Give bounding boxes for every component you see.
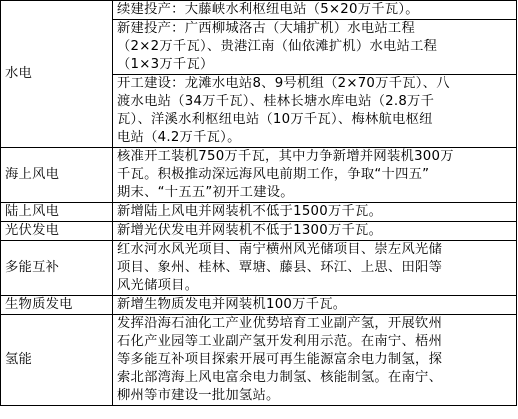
text-line: 发挥沿海石油化工产业优势培育工业副产氢，开展钦州 bbox=[117, 316, 443, 331]
content-cell bbox=[113, 315, 517, 406]
table-row bbox=[1, 1, 517, 20]
category-cell: 水电 bbox=[1, 1, 113, 148]
table-row bbox=[1, 148, 517, 203]
text-line: 石化产业园等工业副产氢开发利用示范。在南宁、梧州 bbox=[117, 334, 443, 349]
category-cell: 海上风电 bbox=[1, 148, 113, 203]
table-row bbox=[1, 241, 517, 296]
text-line: 期末、“十五五”初开工建设。 bbox=[117, 185, 294, 200]
text-line: 开工建设：龙滩水电站8、9号机组（2×70万千瓦）、八 bbox=[117, 76, 450, 91]
text-line: 瓦）、洋溪水利枢纽电站（10万千瓦）、梅林航电枢纽 bbox=[117, 112, 433, 127]
content-cell bbox=[113, 241, 517, 296]
text-line: 核准开工装机750万千瓦，其中力争新增并网装机300万 bbox=[117, 149, 454, 164]
text-line: 柳州等市建设一批加氢站。 bbox=[117, 388, 280, 403]
table-row bbox=[1, 296, 517, 315]
text-line: 新增光伏发电并网装机不低于1300万千瓦。 bbox=[117, 223, 383, 238]
category-cell: 陆上风电 bbox=[1, 203, 113, 222]
text-line: （2×2万千瓦）、贵港江南（仙依滩扩机）水电站工程 bbox=[117, 39, 438, 54]
text-line: 续建投产：大藤峡水利枢纽电站（5×20万千瓦）。 bbox=[117, 2, 419, 17]
text-line: 电站（4.2万千瓦）。 bbox=[117, 130, 241, 145]
text-line: 项目、象州、桂林、覃塘、藤县、环江、上思、田阳等 bbox=[117, 260, 443, 275]
content-cell bbox=[113, 75, 517, 148]
text-line: 新增陆上风电并网装机不低于1500万千瓦。 bbox=[117, 204, 383, 219]
text-line: 千瓦。积极推动深远海风电前期工作，争取“十四五” bbox=[117, 167, 430, 182]
text-line: 风光储项目。 bbox=[117, 278, 199, 293]
category-cell: 氢能 bbox=[1, 315, 113, 406]
text-line: 等多能互补项目探索开展可再生能源富余电力制氢，探 bbox=[117, 352, 443, 367]
category-cell: 光伏发电 bbox=[1, 222, 113, 241]
content-cell bbox=[113, 203, 517, 222]
content-cell bbox=[113, 222, 517, 241]
text-line: 红水河水风光项目、南宁横州风光储项目、崇左风光储 bbox=[117, 242, 443, 257]
table-row bbox=[1, 203, 517, 222]
text-line: 渡水电站（34万千瓦）、桂林长塘水库电站（2.8万千 bbox=[117, 94, 435, 109]
content-cell bbox=[113, 296, 517, 315]
text-line: 新增生物质发电并网装机100万千瓦。 bbox=[117, 297, 347, 312]
category-cell: 生物质发电 bbox=[1, 296, 113, 315]
text-line: 索北部湾海上风电富余电力制氢、核能制氢。在南宁、 bbox=[117, 370, 443, 385]
content-cell bbox=[113, 148, 517, 203]
content-cell bbox=[113, 20, 517, 75]
table-row bbox=[1, 222, 517, 241]
table-row bbox=[1, 315, 517, 406]
category-cell: 多能互补 bbox=[1, 241, 113, 296]
text-line: （1×3万千瓦） bbox=[117, 57, 214, 72]
content-cell bbox=[113, 1, 517, 20]
text-line: 新建投产：广西柳城洛古（大埔扩机）水电站工程 bbox=[117, 21, 416, 36]
